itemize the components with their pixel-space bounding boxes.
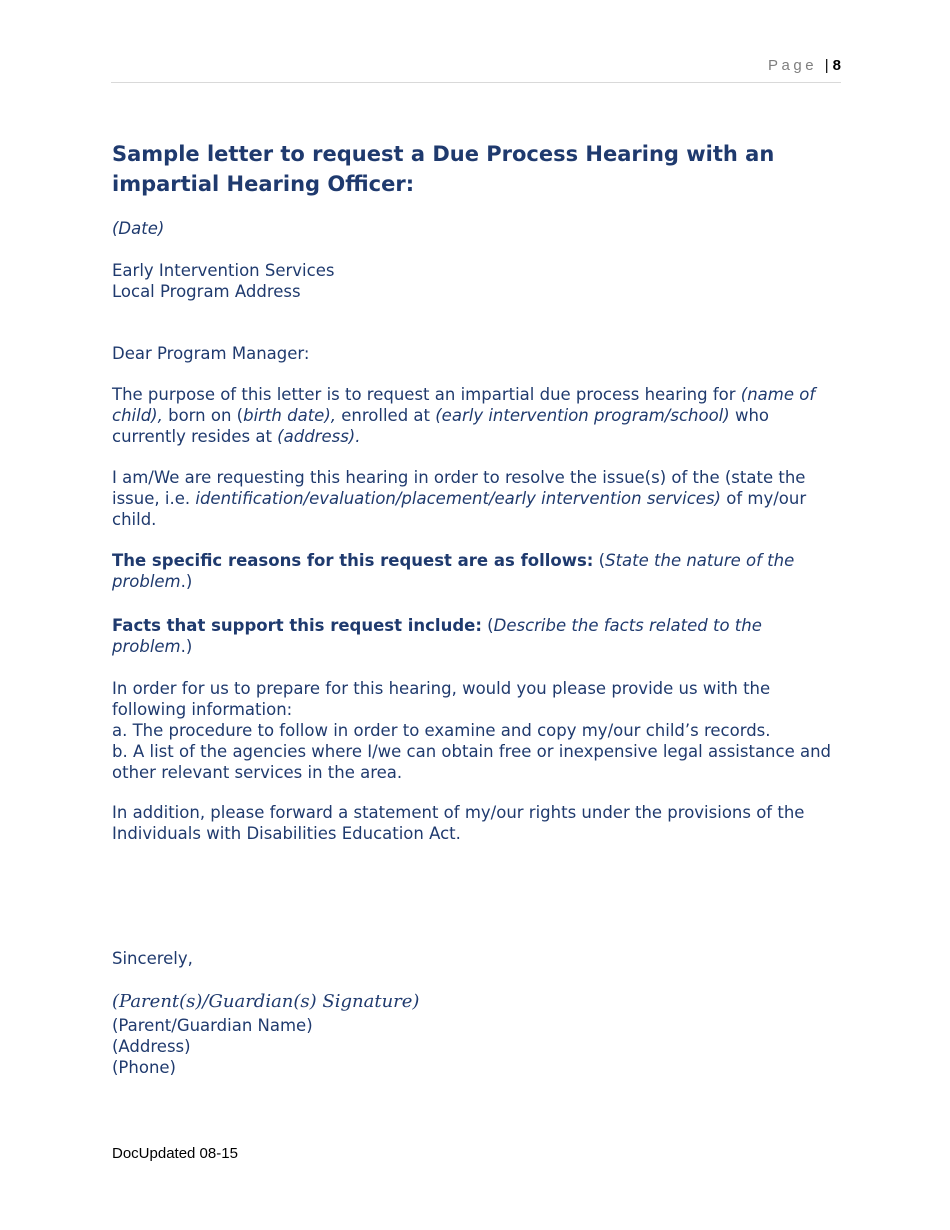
date-placeholder: (Date) — [112, 219, 165, 238]
letter-title: Sample letter to request a Due Process Hearing with an impartial Hearing Officer: — [112, 142, 775, 196]
request-item-b: b. A list of the agencies where I/we can obtain free or inexpensive legal assistance and other relevant services in the area. — [112, 742, 832, 782]
text: ( — [481, 616, 494, 635]
closing: Sincerely, — [112, 949, 193, 968]
paragraph-rights: In addition, please forward a statement of my/our rights under the provisions of the Individuals with Disabilities Education Act. — [112, 803, 805, 843]
page-footer: DocUpdated 08-15 — [112, 1145, 238, 1162]
page-label: Page — [768, 57, 818, 74]
text: born on ( — [162, 406, 244, 425]
placeholder-issue: identification/evaluation/placement/early intervention services) — [195, 489, 721, 508]
paragraph-reasons — [112, 550, 842, 592]
placeholder-program: (early intervention program/school) — [435, 406, 730, 425]
sender-block — [112, 1015, 842, 1078]
facts-heading: Facts that support this request include: — [112, 616, 482, 635]
paragraph-information-request — [112, 678, 842, 783]
placeholder-address: (address). — [277, 427, 361, 446]
recipient-address — [112, 260, 842, 302]
text: .) — [180, 572, 193, 591]
page-number: 8 — [832, 57, 841, 74]
salutation: Dear Program Manager: — [112, 344, 310, 363]
paragraph-facts — [112, 615, 842, 657]
request-intro: In order for us to prepare for this hearing, would you please provide us with the following information: — [112, 679, 771, 719]
placeholder-facts: Describe the facts related to the problem — [112, 616, 762, 656]
paragraph-purpose — [112, 384, 842, 447]
text: who currently resides at — [112, 406, 769, 446]
page-header — [111, 56, 841, 83]
placeholder-problem: State the nature of the problem — [112, 551, 795, 591]
sender-address: (Address) — [112, 1037, 191, 1056]
paragraph-issues — [112, 467, 842, 530]
placeholder-child-name: (name of child), — [112, 385, 816, 425]
text: of my/our child. — [112, 489, 807, 529]
date-line — [112, 218, 842, 239]
recipient-name: Early Intervention Services — [112, 261, 335, 280]
reasons-heading: The specific reasons for this request are as follows: — [112, 551, 594, 570]
sender-name: (Parent/Guardian Name) — [112, 1016, 313, 1035]
text: enrolled at — [336, 406, 436, 425]
recipient-address-line: Local Program Address — [112, 282, 301, 301]
placeholder-birth-date: birth date), — [243, 406, 337, 425]
sender-phone: (Phone) — [112, 1058, 176, 1077]
text: ( — [593, 551, 606, 570]
request-item-a: a. The procedure to follow in order to examine and copy my/our child’s records. — [112, 721, 771, 740]
text: The purpose of this letter is to request an impartial due process hearing for — [112, 385, 741, 404]
signature-placeholder: (Parent(s)/Guardian(s) Signature) — [112, 991, 420, 1012]
text: I am/We are requesting this hearing in order to resolve the issue(s) of the (state the issue, i.e. — [112, 468, 806, 508]
page-number-label — [768, 57, 841, 74]
page-separator: | — [824, 57, 829, 74]
text: .) — [180, 637, 193, 656]
